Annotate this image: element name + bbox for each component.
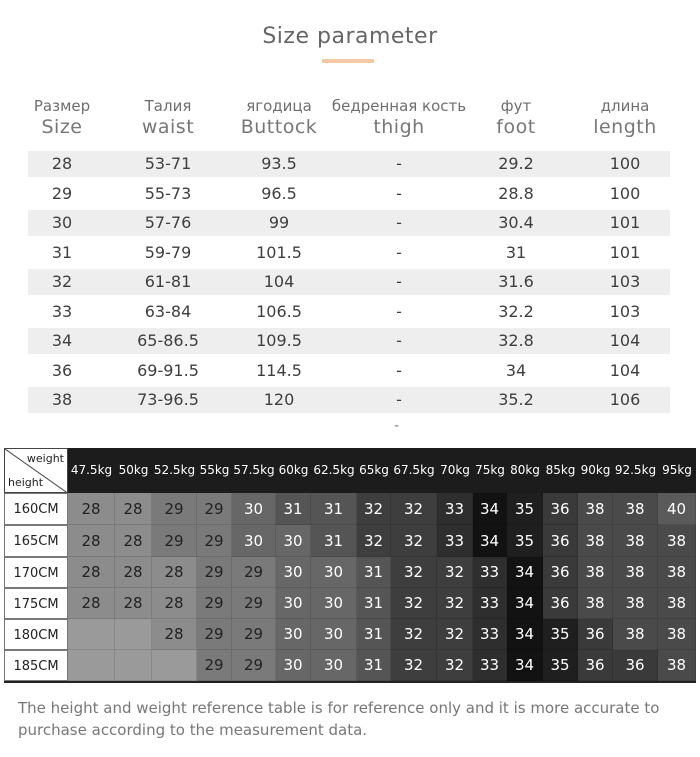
column-header-ru: Размер: [33, 97, 91, 115]
table-row: [28, 181, 670, 207]
size-cell: 30: [276, 650, 311, 681]
size-cell: 31: [311, 493, 357, 525]
size-cell: 28: [68, 525, 115, 557]
column-header: [224, 97, 334, 139]
size-cell: 32: [357, 525, 391, 557]
table-row: [28, 151, 670, 177]
height-header: 180CM: [4, 619, 68, 650]
table-row: [28, 299, 670, 325]
table-cell: 30: [51, 213, 73, 232]
size-cell: [115, 650, 152, 681]
size-cell: 38: [613, 619, 658, 650]
table-bottom-rule: [4, 681, 696, 683]
height-header: 170CM: [4, 557, 68, 588]
table-cell: 31: [505, 242, 527, 262]
table-cell: 57-76: [144, 213, 192, 232]
size-cell: 32: [391, 525, 437, 557]
weight-header: 55kg: [197, 448, 232, 493]
size-cell: 36: [543, 557, 578, 588]
column-header: [27, 97, 97, 139]
table-cell: -: [396, 183, 402, 203]
size-cell: 28: [152, 557, 197, 588]
table-cell: 31: [51, 242, 73, 262]
table-cell: 106.5: [256, 301, 302, 321]
size-cell: 35: [543, 650, 578, 681]
size-cell: 29: [197, 650, 232, 681]
size-cell: 38: [613, 525, 658, 557]
size-cell: 33: [473, 619, 507, 650]
size-cell: 38: [578, 525, 613, 557]
table-cell: 63-84: [144, 301, 192, 321]
size-cell: 33: [473, 588, 507, 619]
table-cell: 59-79: [144, 242, 192, 262]
size-cell: 34: [507, 588, 543, 619]
size-cell: 29: [152, 493, 197, 525]
table-cell: -: [396, 390, 402, 409]
table-cell: 100: [609, 154, 641, 173]
table-cell: 29: [51, 183, 73, 203]
size-cell: 32: [391, 493, 437, 525]
size-cell: 29: [152, 525, 197, 557]
size-cell: 38: [578, 557, 613, 588]
size-cell: 30: [311, 588, 357, 619]
size-cell: 38: [658, 557, 696, 588]
size-cell: 28: [152, 588, 197, 619]
size-cell: 36: [543, 525, 578, 557]
size-cell: 29: [197, 619, 232, 650]
size-cell: 30: [311, 619, 357, 650]
table-cell: -: [396, 272, 402, 291]
size-cell: 30: [276, 525, 311, 557]
table-cell: 104: [263, 272, 295, 291]
size-cell: 36: [543, 493, 578, 525]
size-cell: 29: [232, 588, 276, 619]
size-cell: 30: [311, 650, 357, 681]
height-header: 165CM: [4, 525, 68, 557]
table-row: [28, 328, 670, 354]
size-cell: 32: [391, 650, 437, 681]
table-cell: 109.5: [256, 331, 302, 350]
table-cell: 53-71: [144, 154, 192, 173]
size-cell: 40: [658, 493, 696, 525]
size-cell: 29: [197, 557, 232, 588]
size-cell: 28: [115, 493, 152, 525]
weight-header: 67.5kg: [391, 448, 437, 493]
size-cell: 38: [613, 557, 658, 588]
size-cell: 38: [578, 493, 613, 525]
table-cell: -: [396, 154, 402, 173]
column-header-ru: бедренная кость: [331, 97, 467, 115]
size-cell: 34: [473, 525, 507, 557]
column-header-ru: длина: [600, 97, 650, 115]
table-cell: 29.2: [498, 154, 534, 173]
height-header: 185CM: [4, 650, 68, 681]
size-cell: 30: [276, 588, 311, 619]
weight-header: 95kg: [658, 448, 696, 493]
weight-header: 85kg: [543, 448, 578, 493]
size-cell: 33: [473, 650, 507, 681]
size-cell: 35: [543, 619, 578, 650]
size-cell: 38: [658, 525, 696, 557]
size-cell: 38: [613, 493, 658, 525]
size-cell: 28: [68, 557, 115, 588]
table-cell: 101: [609, 242, 641, 262]
table-cell: 34: [505, 360, 527, 380]
size-cell: 30: [276, 619, 311, 650]
size-cell: 32: [357, 493, 391, 525]
size-cell: 29: [232, 557, 276, 588]
table-cell: 32: [51, 272, 73, 291]
weight-header: 80kg: [507, 448, 543, 493]
table-row: [28, 240, 670, 266]
weight-header: 47.5kg: [68, 448, 115, 493]
column-header: [471, 97, 561, 139]
weight-header: 92.5kg: [613, 448, 658, 493]
weight-header: 62.5kg: [311, 448, 357, 493]
table-cell: 38: [51, 390, 73, 409]
size-cell: 34: [507, 619, 543, 650]
table-cell: -: [396, 360, 402, 380]
table-row: [28, 269, 670, 295]
table-row: [28, 210, 670, 236]
table-cell: -: [396, 331, 402, 350]
table-cell: 104: [609, 331, 641, 350]
table-cell: 28.8: [498, 183, 534, 203]
table-cell: 96.5: [261, 183, 297, 203]
table-cell: 36: [51, 360, 73, 380]
size-cell: 28: [115, 588, 152, 619]
column-header: [324, 97, 474, 139]
table-cell: 28: [51, 154, 73, 173]
table-cell: 103: [609, 301, 641, 321]
table-cell: 73-96.5: [137, 390, 199, 409]
size-cell: 31: [276, 493, 311, 525]
table-cell: 61-81: [144, 272, 192, 291]
size-cell: 29: [197, 493, 232, 525]
size-cell: 30: [311, 557, 357, 588]
size-cell: 35: [507, 493, 543, 525]
size-cell: 29: [232, 650, 276, 681]
size-cell: 31: [357, 619, 391, 650]
weight-header: 57.5kg: [232, 448, 276, 493]
size-cell: 34: [507, 650, 543, 681]
table-cell: 101.5: [256, 242, 302, 262]
size-cell: 31: [357, 588, 391, 619]
column-header-en: length: [593, 116, 657, 138]
table-row: [28, 358, 670, 384]
column-header: [108, 97, 228, 139]
table-cell: 114.5: [256, 360, 302, 380]
column-header-en: Buttock: [240, 116, 318, 138]
column-header: [580, 97, 670, 139]
table-cell: 106: [609, 390, 641, 409]
size-cell: 32: [437, 650, 473, 681]
size-cell: 36: [543, 588, 578, 619]
corner-header: [4, 448, 68, 493]
table-cell: 100: [609, 183, 641, 203]
size-cell: 29: [232, 619, 276, 650]
table-cell: 69-91.5: [137, 360, 199, 380]
size-cell: 38: [658, 650, 696, 681]
table-cell: 30.4: [498, 213, 534, 232]
column-header-ru: ягодица: [246, 97, 312, 115]
size-cell: 35: [507, 525, 543, 557]
column-header-en: thigh: [373, 116, 425, 138]
size-cell: 36: [578, 650, 613, 681]
column-header-ru: фут: [500, 97, 532, 115]
weight-header: 75kg: [473, 448, 507, 493]
size-cell: 38: [578, 588, 613, 619]
size-cell: 36: [578, 619, 613, 650]
table-cell: 31.6: [498, 272, 534, 291]
column-header-ru: Талия: [144, 97, 192, 115]
table-cell: 120: [263, 390, 295, 409]
corner-height-label: height: [8, 476, 44, 489]
size-cell: 38: [658, 619, 696, 650]
size-cell: 36: [613, 650, 658, 681]
size-cell: 30: [232, 493, 276, 525]
table-cell: 101: [609, 213, 641, 232]
weight-header: 50kg: [115, 448, 152, 493]
corner-weight-label: weight: [26, 452, 64, 465]
table-cell: 93.5: [261, 154, 297, 173]
table-cell: -: [396, 242, 402, 262]
size-cell: 32: [437, 557, 473, 588]
title-underline: [322, 59, 374, 63]
size-cell: 29: [197, 525, 232, 557]
table-row: [28, 387, 670, 413]
size-cell: 28: [68, 588, 115, 619]
weight-header: 60kg: [276, 448, 311, 493]
table-cell: 99: [268, 213, 290, 232]
size-cell: 34: [473, 493, 507, 525]
column-header-en: waist: [141, 116, 195, 138]
size-cell: 32: [391, 588, 437, 619]
size-cell: [115, 619, 152, 650]
size-cell: 32: [391, 619, 437, 650]
size-cell: 38: [613, 588, 658, 619]
size-cell: 32: [437, 619, 473, 650]
size-cell: 28: [115, 557, 152, 588]
column-header-en: foot: [496, 116, 536, 138]
table-cell: 32.8: [498, 331, 534, 350]
table-cell: 104: [609, 360, 641, 380]
size-cell: 30: [276, 557, 311, 588]
size-cell: 28: [68, 493, 115, 525]
size-cell: 33: [437, 493, 473, 525]
table-cell: 103: [609, 272, 641, 291]
height-header: 175CM: [4, 588, 68, 619]
size-cell: 33: [437, 525, 473, 557]
table-cell: 34: [51, 331, 73, 350]
size-cell: 28: [152, 619, 197, 650]
size-cell: 31: [311, 525, 357, 557]
table-cell: 55-73: [144, 183, 192, 203]
size-cell: [68, 619, 115, 650]
size-cell: 38: [658, 588, 696, 619]
table-cell: 35.2: [498, 390, 534, 409]
page-title: Size parameter: [262, 24, 438, 49]
size-cell: 34: [507, 557, 543, 588]
size-cell: 28: [115, 525, 152, 557]
table-cell: 65-86.5: [137, 331, 199, 350]
size-cell: 30: [232, 525, 276, 557]
trailing-dash: -: [394, 418, 400, 434]
weight-header: 90kg: [578, 448, 613, 493]
size-cell: 31: [357, 557, 391, 588]
weight-header: 52.5kg: [152, 448, 197, 493]
table-cell: -: [396, 213, 402, 232]
size-cell: 32: [391, 557, 437, 588]
reference-note: The height and weight reference table is for reference only and it is more accurate to purchase according to the measurement data.: [18, 699, 660, 739]
size-cell: [152, 650, 197, 681]
weight-header: 70kg: [437, 448, 473, 493]
table-cell: -: [396, 301, 402, 321]
size-cell: 33: [473, 557, 507, 588]
height-header: 160CM: [4, 493, 68, 525]
weight-header: 65kg: [357, 448, 391, 493]
size-cell: 32: [437, 588, 473, 619]
table-cell: 33: [51, 301, 73, 321]
size-cell: 29: [197, 588, 232, 619]
column-header-en: Size: [41, 116, 83, 138]
size-cell: [68, 650, 115, 681]
size-cell: 31: [357, 650, 391, 681]
table-cell: 32.2: [498, 301, 534, 321]
